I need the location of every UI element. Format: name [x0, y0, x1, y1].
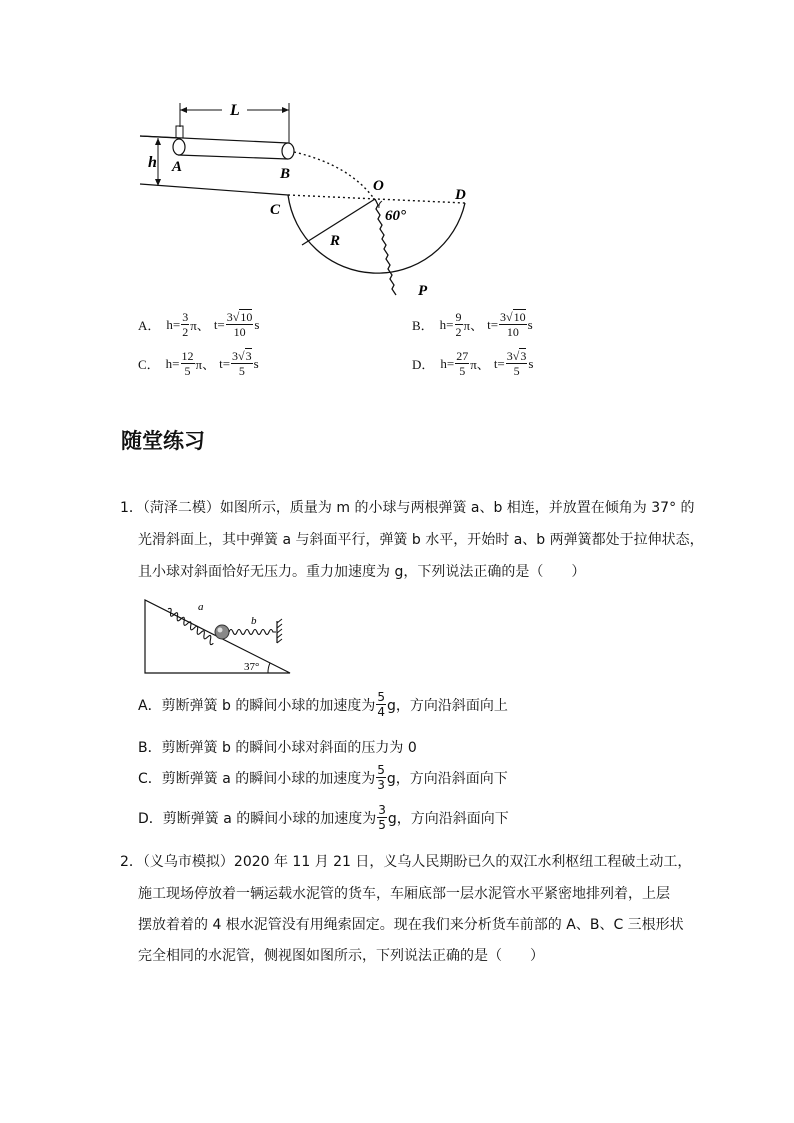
option-d[interactable]: D． h= $\frac{27}{5}$ π、 t= $\frac{3√3}{5}$ s [412, 349, 534, 378]
label-60deg: 60° [385, 208, 406, 224]
option-a[interactable]: A． h= $\frac{3}{2}$ π、 t= $\frac{3√10}{10}$ s [138, 310, 260, 339]
section-title: 随堂练习 [121, 429, 205, 453]
spring-a-label: a [198, 601, 204, 613]
label-L: L [230, 102, 240, 119]
incline-angle-label: 37° [244, 661, 260, 673]
figure-incline-springs [140, 595, 300, 680]
q1-option-b[interactable]: B．剪断弹簧 b 的瞬间小球对斜面的压力为 0 [138, 740, 417, 756]
q1-line-3: 且小球对斜面恰好无压力。重力加速度为 g，下列说法正确的是（ ） [138, 564, 586, 580]
figure-track-circle [130, 95, 490, 305]
option-b[interactable]: B． h= $\frac{9}{2}$ π、 t= $\frac{3√10}{10}$ s [412, 310, 533, 339]
label-B: B [280, 166, 291, 182]
q1-line-2: 光滑斜面上，其中弹簧 a 与斜面平行，弹簧 b 水平，开始时 a、b 两弹簧都处于拉伸状态， [138, 532, 704, 548]
label-R: R [330, 233, 341, 249]
q1-line-1: 1．（菏泽二模）如图所示，质量为 m 的小球与两根弹簧 a、b 相连，并放置在倾角为 37° 的 [120, 500, 695, 516]
label-P: P [418, 283, 428, 299]
q2-line-4: 完全相同的水泥管，侧视图如图所示，下列说法正确的是（ ） [138, 948, 544, 964]
spring-b-label: b [251, 615, 257, 627]
label-A: A [172, 159, 183, 175]
q1-option-c[interactable]: C．剪断弹簧 a 的瞬间小球的加速度为 $\frac{5}{3}$ g，方向沿斜面向下 [138, 763, 508, 792]
option-c[interactable]: C． h= $\frac{12}{5}$ π、 t= $\frac{3√3}{5}$ s [138, 349, 259, 378]
q2-line-2: 施工现场停放着一辆运载水泥管的货车，车厢底部一层水泥管水平紧密地排列着，上层 [138, 886, 670, 902]
label-O: O [373, 178, 384, 194]
q2-line-1: 2．（义乌市模拟）2020 年 11 月 21 日，义乌人民期盼已久的双江水利枢纽工程破土动工， [120, 854, 692, 870]
q1-option-a[interactable]: A．剪断弹簧 b 的瞬间小球的加速度为 $\frac{5}{4}$ g，方向沿斜面向上 [138, 690, 508, 719]
q1-option-d[interactable]: D．剪断弹簧 a 的瞬间小球的加速度为 $\frac{3}{5}$ g，方向沿斜面向下 [138, 803, 509, 832]
q2-line-3: 摆放着着的 4 根水泥管没有用绳索固定。现在我们来分析货车前部的 A、B、C 三根形状 [138, 917, 684, 933]
label-D: D [455, 187, 466, 203]
label-h: h [148, 154, 157, 171]
label-C: C [270, 202, 281, 218]
